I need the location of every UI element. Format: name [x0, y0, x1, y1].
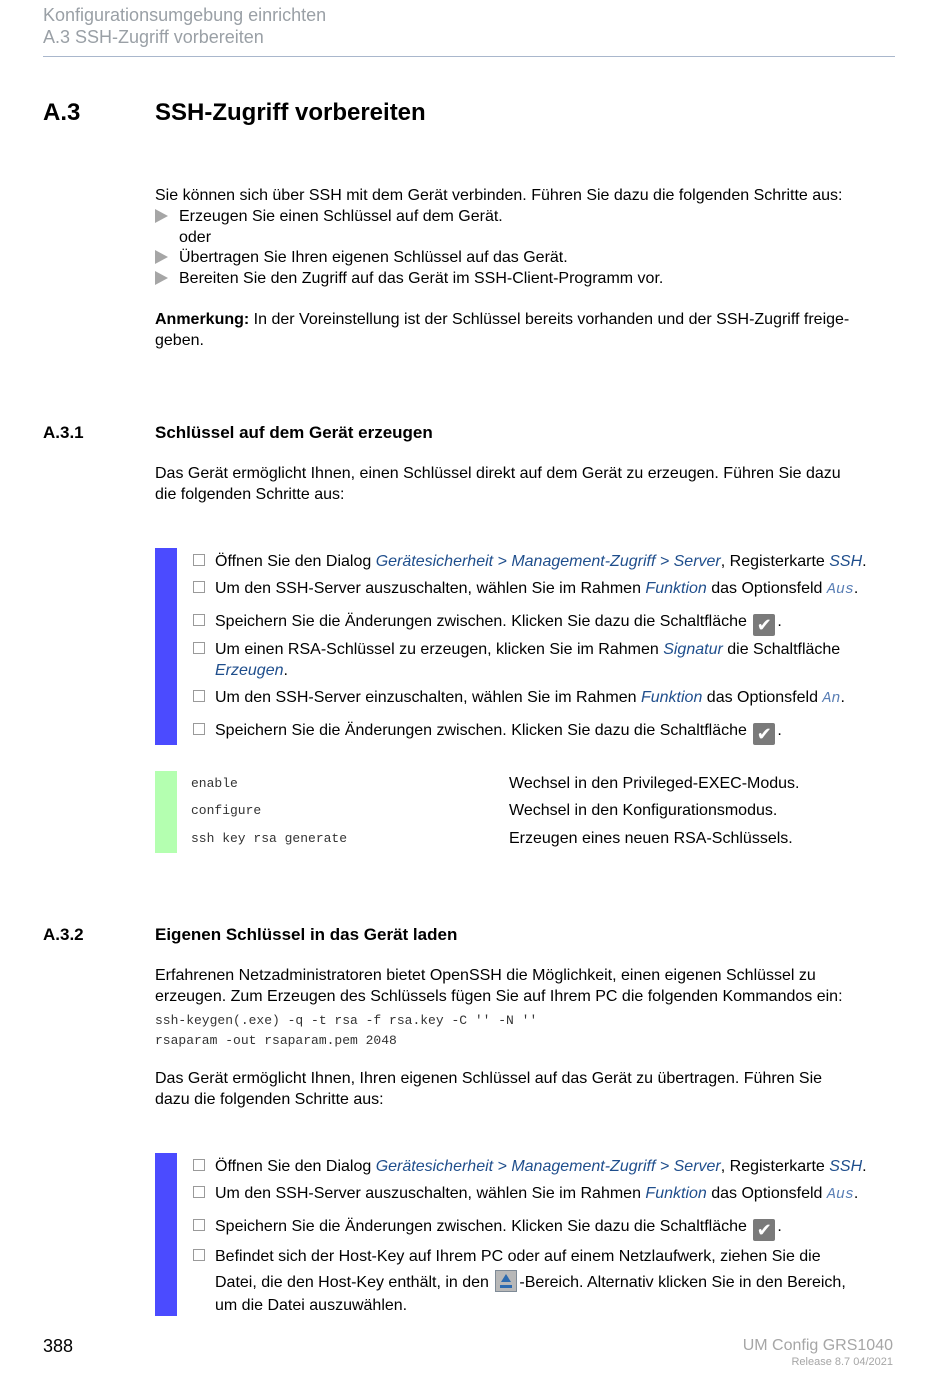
frame-name: Funktion [640, 689, 703, 706]
step-item: Um den SSH-Server einzuschalten, wählen Sie im Rahmen Funktion das Optionsfeld An. [193, 687, 898, 709]
footer-document: UM Config GRS1040 [742, 1337, 893, 1354]
tab-name: SSH [829, 1158, 863, 1175]
gui-steps-marker [155, 548, 177, 745]
running-header-chapter: Konfigurationsumgebung einrichten [43, 5, 327, 25]
bullet-item: Erzeugen Sie einen Schlüssel auf dem Gerät. [155, 206, 503, 227]
subsection-title: Eigenen Schlüssel in das Gerät laden [155, 925, 458, 944]
save-checkmark-icon: ✔ [753, 1219, 775, 1241]
dialog-path: Gerätesicherheit > Management-Zugriff > Server [375, 553, 721, 570]
frame-name: Funktion [645, 1185, 707, 1202]
step-checkbox-icon [193, 1186, 205, 1198]
subsection-intro: Erfahrenen Netzadministratoren bietet OpenSSH die Möglichkeit, einen eigenen Schlüssel zu erzeugen. Zum Erzeugen des Schlüssels fügen Sie auf Ihrem PC die folgenden Kommandos ein: [155, 967, 843, 1005]
intro-paragraph: Sie können sich über SSH mit dem Gerät verbinden. Führen Sie dazu die folgenden Schritte aus: [155, 187, 843, 204]
option-value: An [822, 690, 841, 707]
cli-description: Erzeugen eines neuen RSA-Schlüssels. [509, 830, 793, 847]
step-item: Befindet sich der Host-Key auf Ihrem PC oder auf einem Netzlaufwerk, ziehen Sie die Datei, die den Host-Key enthält, in den -Bereich. Alternativ klicken Sie in den Bereich, um die Datei auszuwählen. [193, 1244, 898, 1316]
subsection-title: Schlüssel auf dem Gerät erzeugen [155, 423, 433, 442]
frame-name: Signatur [663, 641, 723, 658]
frame-name: Funktion [645, 580, 707, 597]
cli-command: ssh key rsa generate [191, 831, 348, 846]
step-item: Speichern Sie die Änderungen zwischen. Klicken Sie dazu die Schaltfläche ✔ . [193, 611, 898, 636]
subsection-intro: Das Gerät ermöglicht Ihnen, einen Schlüssel direkt auf dem Gerät zu erzeugen. Führen Sie dazu die folgenden Schritte aus: [155, 465, 841, 503]
step-checkbox-icon [193, 690, 205, 702]
step-checkbox-icon [193, 723, 205, 735]
bullet-triangle-icon [155, 250, 168, 264]
step-checkbox-icon [193, 554, 205, 566]
step-item: Speichern Sie die Änderungen zwischen. Klicken Sie dazu die Schaltfläche ✔ . [193, 720, 898, 745]
subsection-number: A.3.1 [43, 423, 84, 442]
footer-release: Release 8.7 04/2021 [791, 1356, 893, 1368]
page-number: 388 [43, 1336, 74, 1356]
option-value: Aus [826, 581, 854, 598]
gui-steps-marker [155, 1153, 177, 1316]
tab-name: SSH [829, 553, 863, 570]
step-checkbox-icon [193, 1219, 205, 1231]
step-item: Um den SSH-Server auszuschalten, wählen Sie im Rahmen Funktion das Optionsfeld Aus. [193, 1183, 898, 1205]
save-checkmark-icon: ✔ [753, 723, 775, 745]
bullet-or-text: oder [179, 229, 212, 246]
code-line: rsaparam -out rsaparam.pem 2048 [155, 1033, 397, 1048]
step-checkbox-icon [193, 581, 205, 593]
button-name: Erzeugen [215, 662, 284, 679]
cli-description: Wechsel in den Konfigurationsmodus. [509, 802, 778, 819]
step-item: Öffnen Sie den Dialog Gerätesicherheit > Management-Zugriff > Server, Registerkarte SSH. [193, 551, 898, 572]
step-item: Speichern Sie die Änderungen zwischen. Klicken Sie dazu die Schaltfläche ✔ . [193, 1216, 898, 1241]
option-value: Aus [826, 1186, 854, 1203]
subsection-number: A.3.2 [43, 925, 84, 944]
cli-steps-marker [155, 771, 177, 853]
cli-command: enable [191, 776, 238, 791]
bullet-item: Bereiten Sie den Zugriff auf das Gerät im SSH-Client-Programm vor. [155, 268, 663, 289]
cli-command: configure [191, 803, 262, 818]
section-title: SSH-Zugriff vorbereiten [155, 99, 426, 126]
step-item: Um den SSH-Server auszuschalten, wählen Sie im Rahmen Funktion das Optionsfeld Aus. [193, 578, 898, 600]
note-label: Anmerkung: [155, 311, 250, 328]
upload-area-icon [495, 1270, 517, 1292]
step-checkbox-icon [193, 642, 205, 654]
save-checkmark-icon: ✔ [753, 614, 775, 636]
step-checkbox-icon [193, 1249, 205, 1261]
subsection-paragraph: Das Gerät ermöglicht Ihnen, Ihren eigenen Schlüssel auf das Gerät zu übertragen. Führen Sie dazu die folgenden Schritte aus: [155, 1070, 823, 1108]
step-item: Öffnen Sie den Dialog Gerätesicherheit > Management-Zugriff > Server, Registerkarte SSH. [193, 1156, 898, 1177]
step-checkbox-icon [193, 1159, 205, 1171]
bullet-triangle-icon [155, 271, 168, 285]
step-checkbox-icon [193, 614, 205, 626]
bullet-item: Übertragen Sie Ihren eigenen Schlüssel auf das Gerät. [155, 247, 568, 268]
dialog-path: Gerätesicherheit > Management-Zugriff > Server [375, 1158, 721, 1175]
step-item: Um einen RSA-Schlüssel zu erzeugen, klicken Sie im Rahmen Signatur die Schaltfläche Erzeugen. [193, 639, 898, 681]
running-header-section: A.3 SSH-Zugriff vorbereiten [43, 27, 264, 47]
section-number: A.3 [43, 99, 81, 126]
code-line: ssh-keygen(.exe) -q -t rsa -f rsa.key -C '' -N '' [155, 1013, 538, 1028]
header-divider [43, 56, 895, 57]
note-paragraph: Anmerkung: In der Voreinstellung ist der Schlüssel bereits vorhanden und der SSH-Zugriff freige- geben. [155, 311, 850, 349]
bullet-triangle-icon [155, 209, 168, 223]
cli-description: Wechsel in den Privileged-EXEC-Modus. [509, 775, 800, 792]
